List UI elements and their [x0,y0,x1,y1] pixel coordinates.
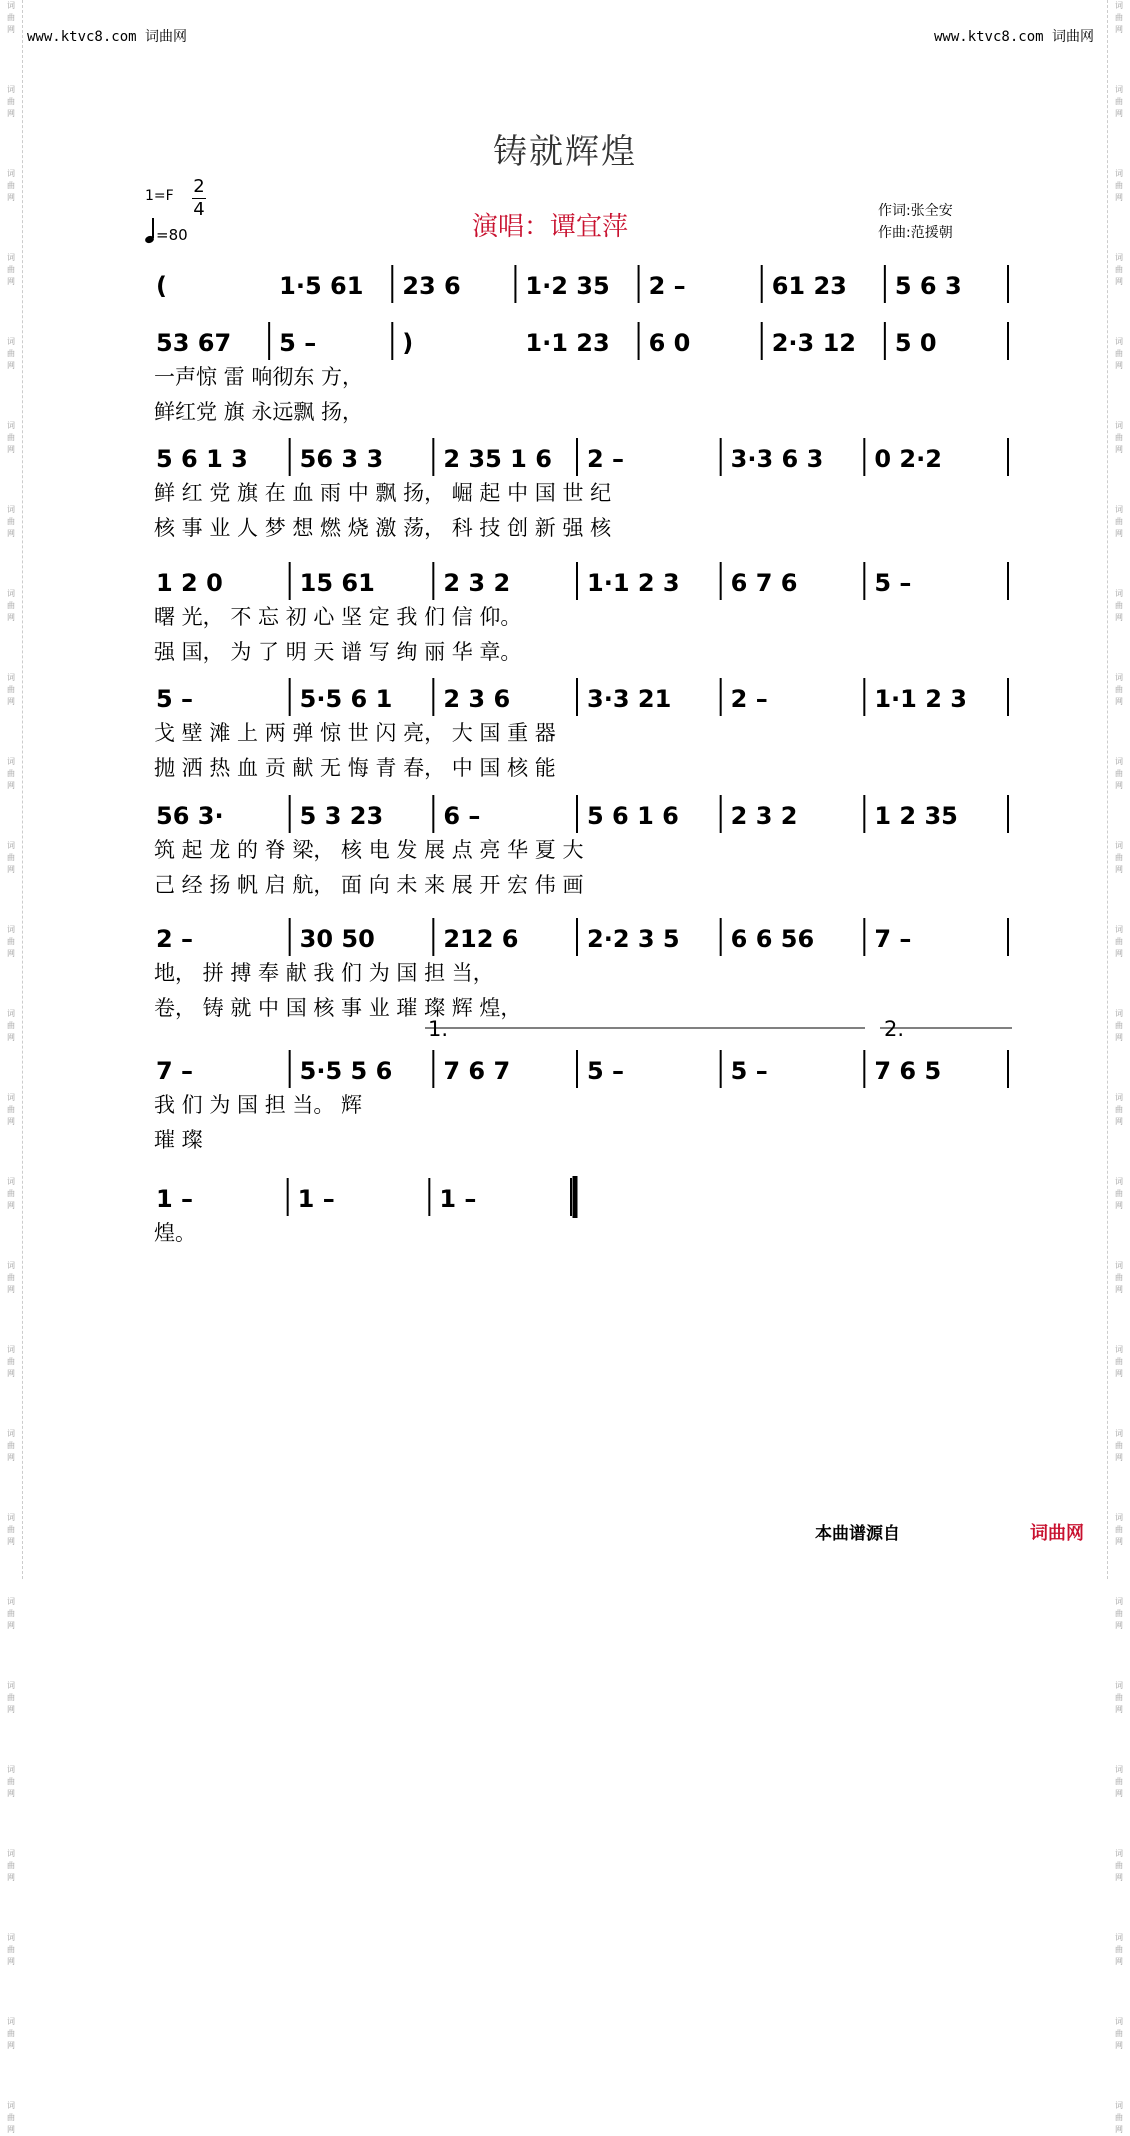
time-bottom: 4 [193,199,205,220]
lyric-verse-1: 戈 壁 滩 上 两 弹 惊 世 闪 亮， 大 国 重 器 [154,721,556,745]
note-measure: 2·3 12 [771,329,856,357]
note-measure: 23 6 [402,272,461,300]
note-measure: 1 – [439,1185,477,1213]
lyric-verse-2: 卷， 铸 就 中 国 核 事 业 璀 璨 辉 煌， [154,996,522,1020]
note-measure: 6 0 [648,329,691,357]
note-measure: 5 3 23 [299,802,384,830]
lyric-verse-1: 鲜 红 党 旗 在 血 雨 中 飘 扬， 崛 起 中 国 世 纪 [154,481,612,505]
note-measure: 7 6 7 [443,1057,511,1085]
note-measure: 15 61 [299,569,375,597]
note-measure: 6 7 6 [730,569,798,597]
note-measure: 5 – [156,685,194,713]
note-measure: 5 6 3 [894,272,962,300]
note-measure: 212 6 [443,925,519,953]
composer: 作曲:范援朝 [878,225,953,241]
note-measure: 1 – [156,1185,194,1213]
lyric-verse-2: 强 国， 为 了 明 天 谱 写 绚 丽 华 章。 [154,640,522,664]
left-watermark-strip: 词 曲 网 词 曲 网 词 曲 网 词 曲 网 词 曲 网 词 曲 网 词 曲 网 词 曲 网 词 曲 网 词 曲 网 词 曲 网 词 曲 网 词 曲 网 词 曲 网 词 曲 网 词 曲 网 词 曲 网 词 曲 网 词 曲 网 词 曲 网 词 曲 网 词 曲 网 词 曲 网 词 曲 网 词 曲 网 词 曲 网 [0,0,23,1579]
lyric-verse-1: 筑 起 龙 的 脊 梁， 核 电 发 展 点 亮 华 夏 大 [154,838,584,862]
note-measure: 1·2 35 [525,272,610,300]
right-watermark-strip: 词 曲 网 词 曲 网 词 曲 网 词 曲 网 词 曲 网 词 曲 网 词 曲 网 词 曲 网 词 曲 网 词 曲 网 词 曲 网 词 曲 网 词 曲 网 词 曲 网 词 曲 网 词 曲 网 词 曲 网 词 曲 网 词 曲 网 词 曲 网 词 曲 网 词 曲 网 词 曲 网 词 曲 网 词 曲 网 词 曲 网 [1107,0,1130,1579]
time-top: 2 [193,176,205,197]
note-measure: 7 6 5 [874,1057,942,1085]
header-url-left: www.ktvc8.com 词曲网 [27,29,188,45]
lyric-verse-2: 璀 璨 [154,1128,203,1152]
source-brand: 词曲网 [1030,1523,1084,1544]
lyric-verse-1: 一声惊 雷 响彻东 方， [154,365,364,389]
note-measure: 30 50 [299,925,375,953]
note-measure: 2 3 2 [730,802,798,830]
note-measure: 1 2 0 [156,569,223,597]
note-measure: 5 6 1 3 [156,445,248,473]
note-measure: 5 0 [894,329,937,357]
note-measure: 2 – [648,272,686,300]
note-measure: 1 – [297,1185,335,1213]
note-measure: 5·5 6 1 [299,685,393,713]
note-measure: 7 – [874,925,912,953]
note-measure: 1·1 23 [525,329,610,357]
note-measure: 2 – [730,685,768,713]
note-measure: 2·2 3 5 [587,925,680,953]
key-signature: 1=F [145,188,174,204]
lyric-verse-2: 核 事 业 人 梦 想 燃 烧 激 荡， 科 技 创 新 强 核 [154,516,612,540]
lyric-verse-1: 煌。 [154,1221,196,1245]
note-measure: 3·3 21 [587,685,672,713]
note-measure: 6 6 56 [730,925,815,953]
note-measure: 5 – [279,329,317,357]
note-measure: 53 67 [156,329,232,357]
note-measure: 2 – [587,445,625,473]
note-measure: 1·1 2 3 [587,569,680,597]
tempo-value: =80 [156,226,188,244]
note-measure: 0 2·2 [874,445,942,473]
lyric-verse-1: 曙 光， 不 忘 初 心 坚 定 我 们 信 仰。 [154,605,522,629]
lyric-verse-2: 鲜红党 旗 永远飘 扬， [154,400,364,424]
note-measure: 56 3 3 [299,445,384,473]
note-measure: 5 – [874,569,912,597]
note-measure: 1·5 61 [279,272,364,300]
note-measure: 3·3 6 3 [730,445,824,473]
volta-2-label: 2. [884,1017,905,1041]
note-measure: 5 6 1 6 [587,802,679,830]
note-measure: 5·5 5 6 [299,1057,393,1085]
note-measure: 6 – [443,802,481,830]
lyric-verse-2: 己 经 扬 帆 启 航， 面 向 未 来 展 开 宏 伟 画 [154,873,584,897]
note-measure: 5 – [587,1057,625,1085]
source-label: 本曲谱源自 [815,1524,900,1544]
note-measure: 2 – [156,925,194,953]
note-measure: 1·1 2 3 [874,685,967,713]
singer: 演唱：谭宜萍 [472,212,629,242]
note-measure: 2 35 1 6 [443,445,552,473]
song-title: 铸就辉煌 [493,132,637,172]
lyricist: 作词:张全安 [878,203,953,219]
header-url-right: www.ktvc8.com 词曲网 [933,29,1094,45]
volta-1-label: 1. [428,1017,449,1041]
note-measure: 1 2 35 [874,802,958,830]
note-measure: 56 3· [156,802,224,830]
note-measure: ) [402,329,414,357]
note-measure: 5 – [730,1057,768,1085]
note-measure: 7 – [156,1057,194,1085]
lyric-verse-1: 我 们 为 国 担 当。 辉 [154,1093,363,1117]
note-measure: 61 23 [771,272,847,300]
note-measure: 2 3 2 [443,569,511,597]
note-measure: ( [156,272,167,300]
lyric-verse-1: 地， 拼 搏 奉 献 我 们 为 国 担 当， [154,961,494,985]
note-measure: 2 3 6 [443,685,511,713]
lyric-verse-2: 抛 洒 热 血 贡 献 无 悔 青 春， 中 国 核 能 [154,756,556,780]
